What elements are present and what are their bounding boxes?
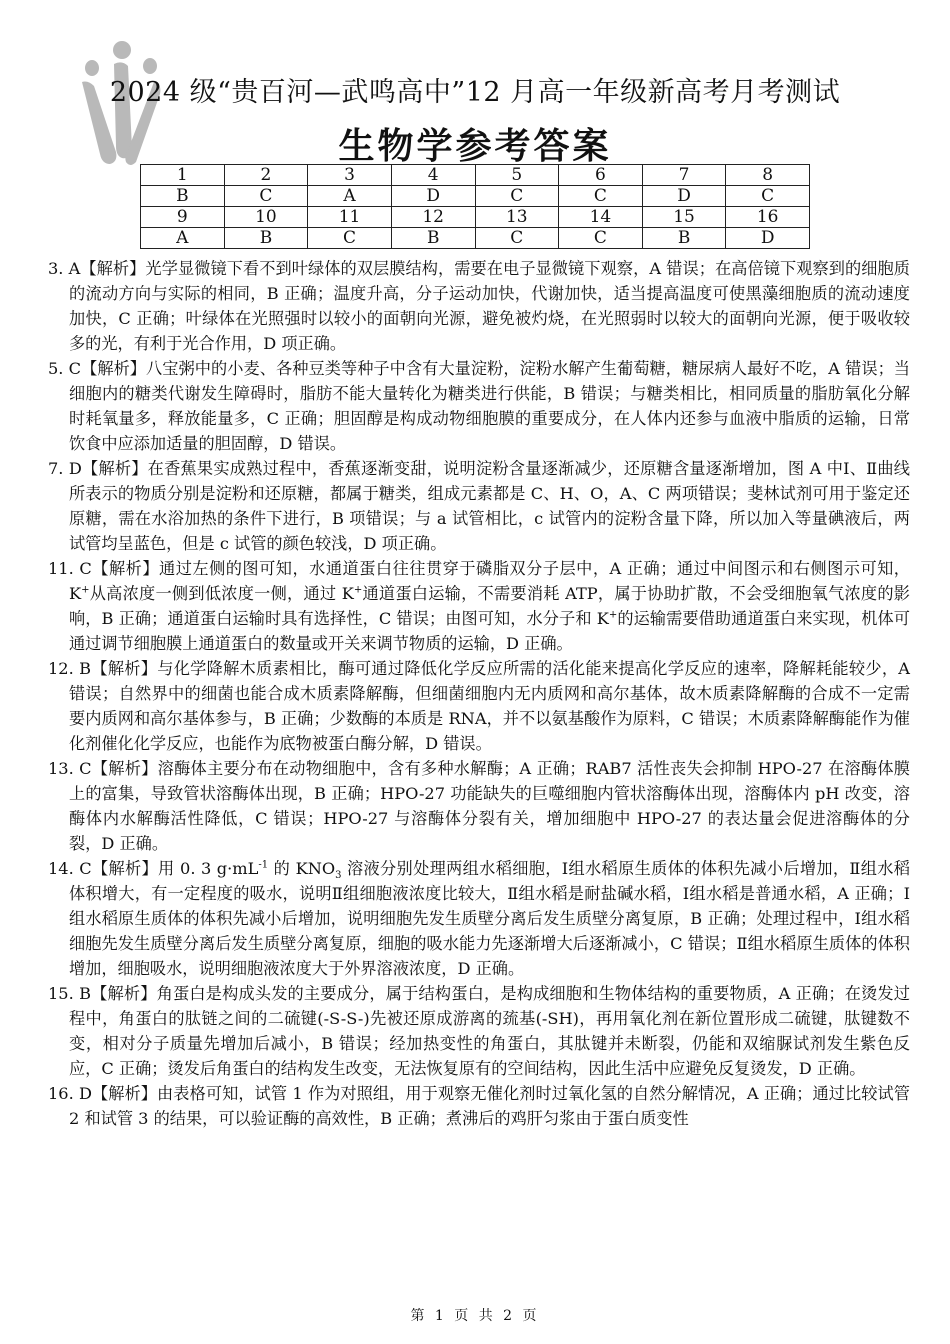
explanation-q15: 15. B【解析】角蛋白是构成头发的主要成分，属于结构蛋白，是构成细胞和生物体结构的重要物质，A 正确；在烫发过程中，角蛋白的肽链之间的二硫键(-S-S-)先被还原成游离的巯基(-SH)，再用氧化剂在新位置形成二硫键，肽键数不变，相对分子质量先增加后减小，B 错误；经加热变性的角蛋白，其肽键并未断裂，仍能和双缩脲试剂发生紫色反应，C 正确；烫发后角蛋白的结构发生改变，无法恢复原有的空间结构，因此生活中应避免反复烫发，D 正确。 bbox=[48, 984, 910, 1078]
table-cell: C bbox=[224, 186, 308, 207]
answer-explanations bbox=[48, 256, 910, 1131]
table-cell: 13 bbox=[475, 207, 559, 228]
q11-text-1: 11. C【解析】通过左侧的图可知，水通道蛋白往往贯穿于磷脂双分子层中，A 正确；通过中间图示和右侧图示可知，K bbox=[48, 559, 910, 603]
table-cell: A bbox=[308, 186, 392, 207]
table-cell: 8 bbox=[726, 165, 810, 186]
answer-table bbox=[140, 164, 810, 249]
page-header-title: 2024 级“贵百河—武鸣高中”12 月高一年级新高考月考测试 bbox=[109, 77, 841, 108]
table-cell: D bbox=[726, 228, 810, 249]
table-cell: 3 bbox=[308, 165, 392, 186]
table-cell: 14 bbox=[559, 207, 643, 228]
table-cell: 16 bbox=[726, 207, 810, 228]
table-cell: B bbox=[642, 228, 726, 249]
table-cell: A bbox=[141, 228, 225, 249]
superscript-plus: + bbox=[81, 584, 90, 596]
table-cell: D bbox=[391, 186, 475, 207]
explanation-q5: 5. C【解析】八宝粥中的小麦、各种豆类等种子中含有大量淀粉，淀粉水解产生葡萄糖，糖尿病人最好不吃，A 错误；当细胞内的糖类代谢发生障碍时，脂肪不能大量转化为糖类进行供能，B 错误；与糖类相比，相同质量的脂肪氧化分解时耗氧量多，释放能量多，C 正确；胆固醇是构成动物细胞膜的重要成分，在人体内还参与血液中脂质的运输，日常饮食中应添加适量的胆固醇，D 错误。 bbox=[48, 359, 910, 453]
table-cell: C bbox=[308, 228, 392, 249]
q11-text-4: 的运输需要借助通道蛋白来实现，机体可通过调节细胞膜上通道蛋白的数量或开关来调节物质的运输，D 正确。 bbox=[69, 609, 910, 653]
table-cell: 4 bbox=[391, 165, 475, 186]
table-cell: 10 bbox=[224, 207, 308, 228]
table-cell: 6 bbox=[559, 165, 643, 186]
table-cell: 2 bbox=[224, 165, 308, 186]
table-cell: C bbox=[559, 228, 643, 249]
table-cell: 11 bbox=[308, 207, 392, 228]
table-row bbox=[141, 165, 810, 186]
table-cell: C bbox=[559, 186, 643, 207]
q14-text-1: 14. C【解析】用 0. 3 g·mL bbox=[48, 859, 259, 878]
table-cell: 5 bbox=[475, 165, 559, 186]
table-cell: 12 bbox=[391, 207, 475, 228]
table-row bbox=[141, 186, 810, 207]
q11-text-3: 通道蛋白运输，不需要消耗 ATP，属于协助扩散，不会受细胞氧气浓度的影响，B 正确；通道蛋白运输时具有选择性，C 错误；由图可知，水分子和 K bbox=[69, 584, 910, 628]
q14-text-2: 的 KNO bbox=[268, 859, 336, 878]
page-title: 生物学参考答案 bbox=[338, 126, 612, 167]
subscript-number: 3 bbox=[335, 870, 342, 882]
table-cell: B bbox=[224, 228, 308, 249]
table-cell: B bbox=[141, 186, 225, 207]
explanation-q14 bbox=[48, 856, 910, 981]
superscript-plus: + bbox=[608, 609, 618, 621]
superscript-plus: + bbox=[353, 584, 363, 596]
table-cell: 9 bbox=[141, 207, 225, 228]
table-cell: 1 bbox=[141, 165, 225, 186]
table-cell: C bbox=[475, 228, 559, 249]
explanation-q3: 3. A【解析】光学显微镜下看不到叶绿体的双层膜结构，需要在电子显微镜下观察，A 错误；在高倍镜下观察到的细胞质的流动方向与实际的相同，B 正确；温度升高，分子运动加快，代谢加快，适当提高温度可使黑藻细胞质的流动速度加快，C 正确；叶绿体在光照强时以较小的面朝向光源，避免被灼烧，在光照弱时以较大的面朝向光源，便于吸收较多的光，有利于光合作用，D 项正确。 bbox=[48, 259, 910, 353]
explanation-q16: 16. D【解析】由表格可知，试管 1 作为对照组，用于观察无催化剂时过氧化氢的自然分解情况，A 正确；通过比较试管 2 和试管 3 的结果，可以验证酶的高效性，B 正确；煮沸后的鸡肝匀浆由于蛋白质变性 bbox=[48, 1084, 910, 1128]
table-cell: 7 bbox=[642, 165, 726, 186]
superscript-exponent: -1 bbox=[258, 859, 269, 871]
q14-text-3: 溶液分别处理两组水稻细胞，Ⅰ组水稻原生质体的体积先减小后增加，Ⅱ组水稻体积增大，有一定程度的吸水，说明Ⅱ组细胞液浓度比较大，Ⅱ组水稻是耐盐碱水稻，Ⅰ组水稻是普通水稻，A 正确；Ⅰ组水稻原生质体的体积先减小后增加，说明细胞先发生质壁分离后发生质壁分离复原，B 正确；处理过程中，Ⅰ组水稻细胞先发生质壁分离后发生质壁分离复原，细胞的吸水能力先逐渐增大后逐渐减小，C 错误；Ⅱ组水稻原生质体的体积增加，细胞吸水，说明细胞液浓度大于外界溶液浓度，D 正确。 bbox=[69, 859, 910, 978]
table-row bbox=[141, 228, 810, 249]
explanation-q13: 13. C【解析】溶酶体主要分布在动物细胞中，含有多种水解酶；A 正确；RAB7 活性丧失会抑制 HPO-27 在溶酶体膜上的富集，导致管状溶酶体出现，B 正确；HPO-27 功能缺失的巨噬细胞内管状溶酶体出现，溶酶体内 pH 改变，溶酶体内水解酶活性降低，C 错误；HPO-27 与溶酶体分裂有关，增加细胞中 HPO-27 的表达量会促进溶酶体的分裂，D 正确。 bbox=[48, 759, 910, 853]
table-cell: C bbox=[726, 186, 810, 207]
table-cell: B bbox=[391, 228, 475, 249]
page-footer: 第 1 页 共 2 页 bbox=[410, 1308, 540, 1324]
explanation-q7: 7. D【解析】在香蕉果实成熟过程中，香蕉逐渐变甜，说明淀粉含量逐渐减少，还原糖含量逐渐增加，图 A 中Ⅰ、Ⅱ曲线所表示的物质分别是淀粉和还原糖，都属于糖类，组成元素都是 C、H、O，A、C 两项错误；斐林试剂可用于鉴定还原糖，需在水浴加热的条件下进行，B 项错误；与 a 试管相比，c 试管内的淀粉含量下降，所以加入等量碘液后，两试管均呈蓝色，但是 c 试管的颜色较浅，D 项正确。 bbox=[48, 459, 910, 553]
explanation-q12: 12. B【解析】与化学降解木质素相比，酶可通过降低化学反应所需的活化能来提高化学反应的速率，降解耗能较少，A 错误；自然界中的细菌也能合成木质素降解酶，但细菌细胞内无内质网和高尔基体，故木质素降解酶的合成不一定需要内质网和高尔基体参与，B 正确；少数酶的本质是 RNA，并不以氨基酸作为原料，C 错误；木质素降解酶能作为催化剂催化化学反应，也能作为底物被蛋白酶分解，D 错误。 bbox=[48, 659, 910, 753]
table-cell: D bbox=[642, 186, 726, 207]
explanation-q11 bbox=[48, 556, 910, 656]
table-cell: C bbox=[475, 186, 559, 207]
q11-text-2: 从高浓度一侧到低浓度一侧，通过 K bbox=[89, 584, 354, 603]
table-row bbox=[141, 207, 810, 228]
table-cell: 15 bbox=[642, 207, 726, 228]
